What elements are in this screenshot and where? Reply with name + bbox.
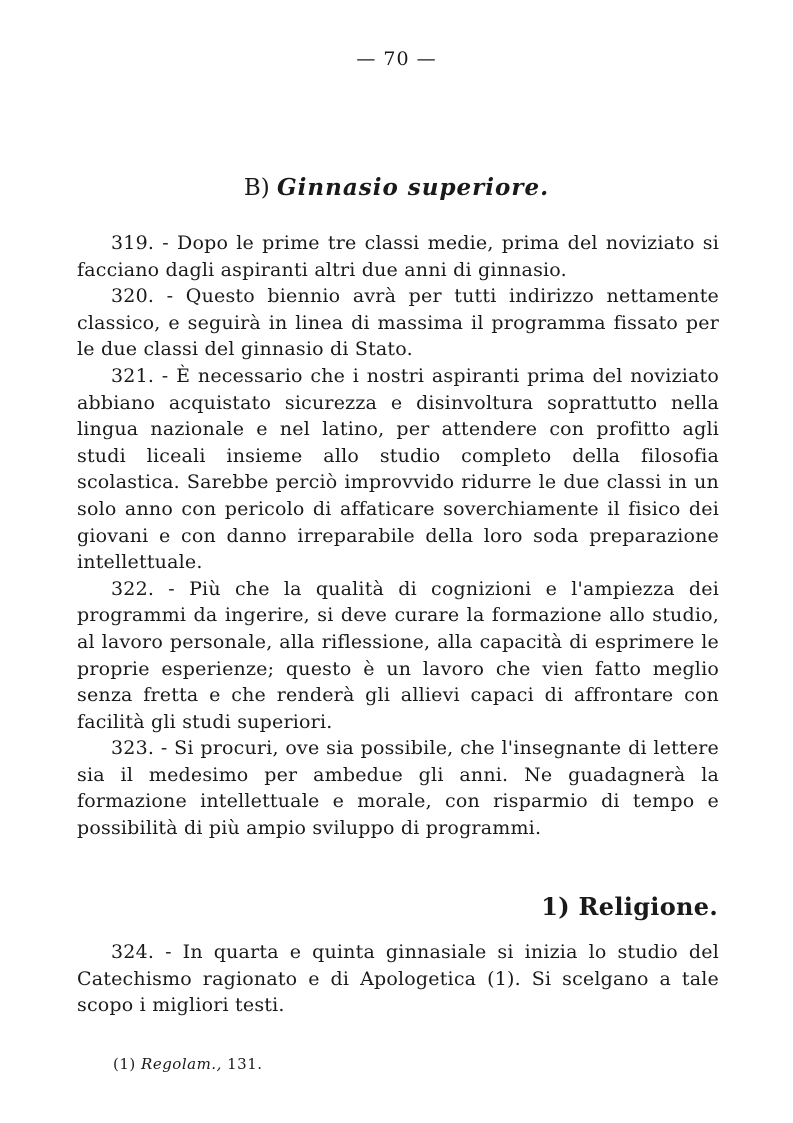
paragraph-323: 323. - Si procuri, ove sia possibile, che l'insegnante di lettere sia il medesimo per ambedue gli anni. Ne guadagnerà la formazione intellettuale e morale, con risparmio di tempo e possibilità di più ampio sviluppo di programmi. [77,737,719,840]
section-title [0,174,793,201]
footnote-source: Regolam., [141,1055,222,1073]
footnote [113,1055,263,1073]
body-text-a [77,230,719,842]
paragraph-322: 322. - Più che la qualità di cognizioni e l'ampiezza dei programmi da ingerire, si deve curare la formazione allo studio, al lavoro personale, alla riflessione, alla capacità di esprimere le proprie esperienze; questo è un lavoro che vien fatto meglio senza fretta e che renderà gli allievi capaci di affrontare con facilità gli studi superiori. [77,577,719,733]
paragraph-321: 321. - È necessario che i nostri aspiranti prima del noviziato abbiano acquistato sicurezza e disinvoltura soprattutto nella lingua nazionale e nel latino, per attendere con profitto agli studi liceali insieme allo studio completo della filosofia scolastica. Sarebbe perciò improvvido ridurre le due classi in un solo anno con pericolo di affaticare soverchiamente il fisico dei giovani e con danno irreparabile della loro soda preparazione intellettuale. [77,364,719,574]
paragraph-320: 320. - Questo biennio avrà per tutti indirizzo nettamente classico, e seguirà in linea di massima il programma fissato per le due classi del ginnasio di Stato. [77,285,719,361]
body-text-b [77,939,719,1019]
footnote-page: 131. [227,1055,263,1073]
paragraph-324: 324. - In quarta e quinta ginnasiale si inizia lo studio del Catechismo ragionato e di Apologetica (1). Si scelgano a tale scopo i migliori testi. [77,941,719,1017]
subsection-heading: 1) Religione. [541,892,718,921]
page-number: — 70 — [356,48,437,70]
section-title-text: Ginnasio superiore. [277,174,550,201]
footnote-marker: (1) [113,1055,136,1073]
section-label: B) [243,175,270,201]
paragraph-319: 319. - Dopo le prime tre classi medie, prima del noviziato si facciano dagli aspiranti altri due anni di ginnasio. [77,232,719,281]
